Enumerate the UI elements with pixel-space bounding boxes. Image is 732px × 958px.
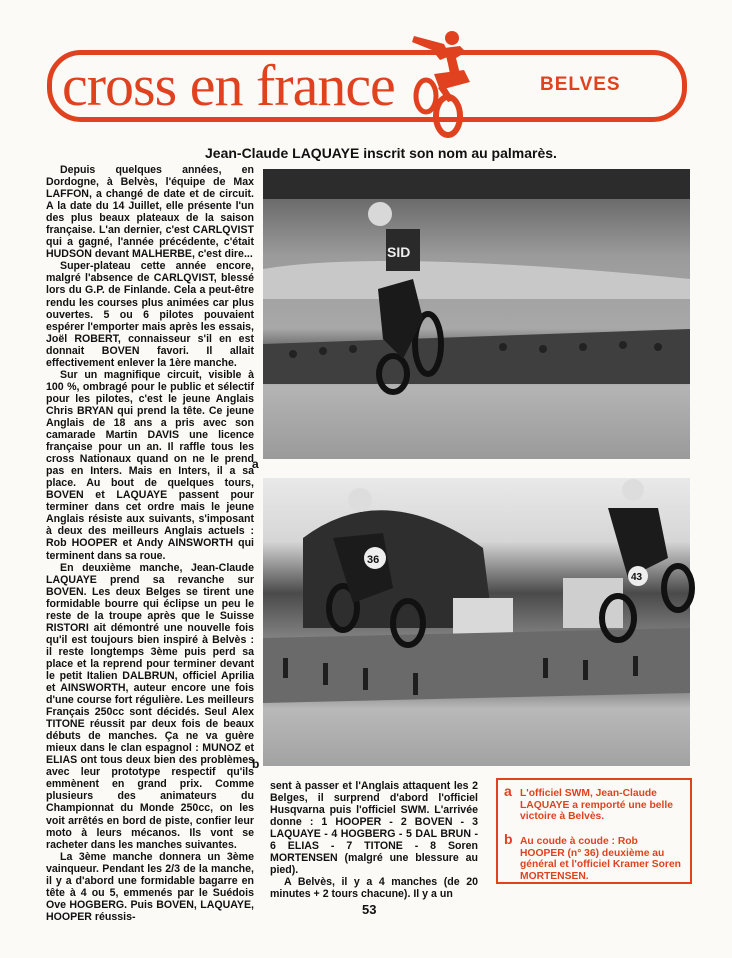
article-column-2 [270, 780, 478, 901]
bike-number-36: 36 [367, 554, 380, 566]
photo-riders-duel [263, 478, 690, 766]
caption-text: L'officiel SWM, Jean-Claude LAQUAYE a remporté une belle victoire à Belvès. [520, 788, 673, 822]
motocross-rider-icon [404, 30, 476, 136]
caption-box [496, 778, 692, 884]
paragraph: Super-plateau cette année encore, malgré l'absence de CARLQVIST, blessé lors du G.P. de Finlande. Cela a peut-être rendu les courses plus animées car plus ouvertes. 5 ou 6 pilotes pouvaient espérer l'emporter mais après les essais, Joël ROBERT, connaisseur s'il en est donnait BOVEN favori. Il allait effectivement enlever la 1ère manche. [46, 260, 254, 369]
location-label: BELVES [540, 74, 621, 95]
paragraph: Sur un magnifique circuit, visible à 100 %, ombragé pour le public et sélectif pour les pilotes, c'est le jeune Anglais Chris BRYAN qui prend la tête. Ce jeune Anglais de 18 ans a pris avec son camarade Martin DAVIS une licence française pour un an. Il raffle tous les cross Nationaux quand on ne le prend pas en Inters. Mais en Inters, il a sa place. Au bout de quelques tours, BOVEN et LAQUAYE passent pour terminer dans cet ordre mais le jeune Anglais résiste aux suivants, s'imposant à deux des meilleurs Anglais actuels : Rob HOOPER et Andy AINSWORTH qui terminent dans sa roue. [46, 368, 254, 562]
paragraph: A Belvès, il y a 4 manches (de 20 minutes + 2 tours chacune). Il y a un [270, 876, 478, 901]
caption-text: Au coude à coude : Rob HOOPER (n° 36) deuxième au général et l'officiel Kramer Soren MORTENSEN. [520, 836, 681, 882]
page-number: 53 [362, 902, 377, 917]
photo-label-b: b [252, 757, 260, 771]
caption-a [504, 783, 684, 823]
paragraph: Depuis quelques années, en Dordogne, à Belvès, l'équipe de Max LAFFON, a changé de date et de circuit. A la date du 14 Juillet, elle présente l'un des plus beaux plateaux de la saison française. L'an dernier, c'est CARLQVIST qui a gagné, l'année précédente, c'était HUDSON devant MALHERBE, c'est dire... [46, 164, 254, 261]
jersey-lettering: SID [387, 244, 411, 260]
caption-letter: b [504, 831, 513, 847]
bike-number-43: 43 [631, 572, 643, 583]
section-title: cross en france [62, 53, 395, 118]
paragraph: En deuxième manche, Jean-Claude LAQUAYE prend sa revanche sur BOVEN. Les deux Belges se tirent une formidable bourre qui éclipse un peu le reste de la troupe après que le Suisse RISTORI ait démontré une nouvelle fois qu'il est toujours bien inspiré à Belvès : il reste longtemps 3ème puis perd sa place et la reprend pour terminer devant le petit Italien DALBRUN, officiel Aprilia et AINSWORTH, auteur encore une fois d'une course fort régulière. Les meilleurs Français 250cc sont décidés. Seul Alex TITONE réussit par deux fois de beaux débuts de manches. Ça ne va guère mieux dans le clan espagnol : MUNOZ et ELIAS ont tous deux bien des problèmes avec leur prototype respectif qu'ils emmènent en grand prix. Comme plusieurs des animateurs du Championnat du Monde 250cc, on les voit arrêtés en bord de piste, confier leur moto à leurs mécanos. Ils vont se racheter dans les manches suivantes. [46, 561, 254, 851]
caption-b [504, 831, 684, 882]
article-column-1 [46, 164, 254, 923]
photo-rider-jump [263, 169, 690, 459]
caption-letter: a [504, 783, 512, 799]
paragraph: sent à passer et l'Anglais attaquent les 2 Belges, il surprend d'abord l'officiel Husqvarna puis l'officiel SWM. L'arrivée donne : 1 HOOPER - 2 BOVEN - 3 LAQUAYE - 4 HOGBERG - 5 DAL BRUN - 6 ELIAS - 7 TITONE - 8 Soren MORTENSEN (malgré une blessure au pied). [270, 780, 478, 877]
article-headline: Jean-Claude LAQUAYE inscrit son nom au palmarès. [205, 145, 557, 161]
paragraph: La 3ème manche donnera un 3ème vainqueur. Pendant les 2/3 de la manche, il y a d'abord une formidable bagarre en tête à 4 ou 5, emmenés par le Suédois Ove HOGBERG. Puis BOVEN, LAQUAYE, HOOPER réussis- [46, 850, 254, 923]
photo-label-a: a [252, 457, 259, 471]
